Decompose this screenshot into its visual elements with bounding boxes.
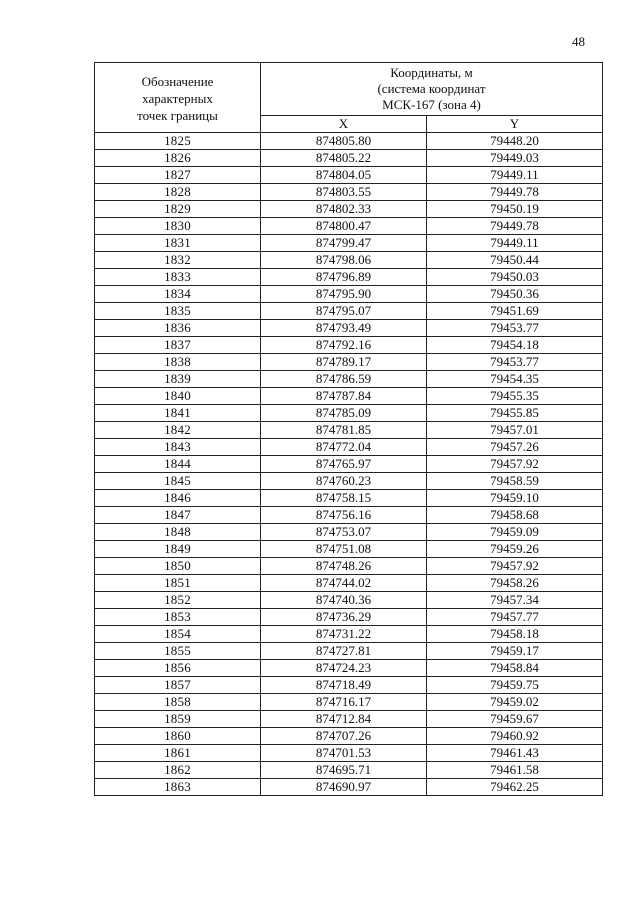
point-cell: 1854 [95,626,261,643]
y-coordinate-cell: 79454.18 [427,337,603,354]
point-cell: 1835 [95,303,261,320]
x-coordinate-cell: 874731.22 [261,626,427,643]
point-cell: 1848 [95,524,261,541]
y-coordinate-cell: 79461.43 [427,745,603,762]
x-coordinate-cell: 874760.23 [261,473,427,490]
table-row [95,643,603,660]
table-row [95,473,603,490]
table-row [95,541,603,558]
coords-header-line-1: Координаты, м [390,65,473,80]
table-row [95,252,603,269]
x-coordinate-cell: 874751.08 [261,541,427,558]
table-row [95,201,603,218]
point-cell: 1861 [95,745,261,762]
x-coordinate-cell: 874795.07 [261,303,427,320]
table-row [95,711,603,728]
point-cell: 1827 [95,167,261,184]
y-coordinate-cell: 79462.25 [427,779,603,796]
y-coordinate-cell: 79455.85 [427,405,603,422]
x-coordinate-cell: 874756.16 [261,507,427,524]
table-row [95,524,603,541]
point-cell: 1844 [95,456,261,473]
x-coordinate-cell: 874781.85 [261,422,427,439]
point-cell: 1858 [95,694,261,711]
point-cell: 1832 [95,252,261,269]
x-coordinate-cell: 874796.89 [261,269,427,286]
x-coordinate-cell: 874800.47 [261,218,427,235]
x-coordinate-cell: 874795.90 [261,286,427,303]
table-row [95,609,603,626]
y-coordinate-cell: 79450.03 [427,269,603,286]
table-row [95,235,603,252]
y-coordinate-cell: 79459.26 [427,541,603,558]
x-coordinate-cell: 874803.55 [261,184,427,201]
y-coordinate-cell: 79457.92 [427,456,603,473]
table-row [95,456,603,473]
point-cell: 1851 [95,575,261,592]
x-coordinate-cell: 874789.17 [261,354,427,371]
table-row [95,779,603,796]
point-cell: 1828 [95,184,261,201]
coords-header-line-2: (система координат [377,81,486,96]
table-row [95,184,603,201]
point-cell: 1843 [95,439,261,456]
x-coordinate-cell: 874785.09 [261,405,427,422]
point-cell: 1859 [95,711,261,728]
point-cell: 1834 [95,286,261,303]
x-coordinate-cell: 874799.47 [261,235,427,252]
point-cell: 1845 [95,473,261,490]
x-coordinate-cell: 874724.23 [261,660,427,677]
table-row [95,405,603,422]
table-row [95,269,603,286]
table-row [95,150,603,167]
y-coordinate-cell: 79461.58 [427,762,603,779]
x-coordinate-cell: 874744.02 [261,575,427,592]
table-row [95,575,603,592]
y-coordinate-cell: 79459.10 [427,490,603,507]
y-coordinate-cell: 79454.35 [427,371,603,388]
y-coordinate-cell: 79458.59 [427,473,603,490]
point-cell: 1857 [95,677,261,694]
y-coordinate-cell: 79457.92 [427,558,603,575]
y-column-header: Y [427,116,603,133]
table-row [95,354,603,371]
point-cell: 1850 [95,558,261,575]
x-coordinate-cell: 874753.07 [261,524,427,541]
x-coordinate-cell: 874740.36 [261,592,427,609]
x-coordinate-cell: 874787.84 [261,388,427,405]
page-number: 48 [572,34,585,49]
table-row [95,490,603,507]
x-coordinate-cell: 874772.04 [261,439,427,456]
point-cell: 1862 [95,762,261,779]
point-header-line-3: точек границы [137,108,218,123]
y-coordinate-cell: 79458.68 [427,507,603,524]
point-cell: 1849 [95,541,261,558]
point-column-header [95,63,261,133]
y-coordinate-cell: 79449.78 [427,218,603,235]
point-cell: 1841 [95,405,261,422]
table-row [95,218,603,235]
table-row [95,677,603,694]
x-coordinate-cell: 874701.53 [261,745,427,762]
x-coordinate-cell: 874716.17 [261,694,427,711]
x-coordinate-cell: 874695.71 [261,762,427,779]
coords-header-line-3: МСК-167 (зона 4) [382,97,481,112]
table-row [95,745,603,762]
y-coordinate-cell: 79449.03 [427,150,603,167]
table-row [95,303,603,320]
table-row [95,558,603,575]
coordinates-column-header [261,63,603,116]
point-cell: 1837 [95,337,261,354]
y-coordinate-cell: 79457.77 [427,609,603,626]
y-coordinate-cell: 79459.17 [427,643,603,660]
point-cell: 1830 [95,218,261,235]
point-cell: 1855 [95,643,261,660]
table-row [95,626,603,643]
point-cell: 1838 [95,354,261,371]
y-coordinate-cell: 79449.11 [427,235,603,252]
table-row [95,660,603,677]
table-row [95,507,603,524]
y-coordinate-cell: 79458.18 [427,626,603,643]
y-coordinate-cell: 79455.35 [427,388,603,405]
table-row [95,167,603,184]
x-coordinate-cell: 874718.49 [261,677,427,694]
x-coordinate-cell: 874727.81 [261,643,427,660]
x-coordinate-cell: 874792.16 [261,337,427,354]
table-header-row [95,63,603,116]
y-coordinate-cell: 79457.26 [427,439,603,456]
y-coordinate-cell: 79450.19 [427,201,603,218]
x-coordinate-cell: 874748.26 [261,558,427,575]
y-coordinate-cell: 79449.11 [427,167,603,184]
table-row [95,762,603,779]
point-cell: 1860 [95,728,261,745]
y-coordinate-cell: 79453.77 [427,354,603,371]
y-coordinate-cell: 79448.20 [427,133,603,150]
point-cell: 1863 [95,779,261,796]
point-cell: 1853 [95,609,261,626]
table-row [95,320,603,337]
x-coordinate-cell: 874758.15 [261,490,427,507]
table-body [95,133,603,796]
x-coordinate-cell: 874802.33 [261,201,427,218]
point-cell: 1831 [95,235,261,252]
table-row [95,337,603,354]
table-row [95,133,603,150]
y-coordinate-cell: 79450.44 [427,252,603,269]
table-row [95,286,603,303]
x-coordinate-cell: 874690.97 [261,779,427,796]
point-header-line-1: Обозначение [141,74,214,89]
y-coordinate-cell: 79459.67 [427,711,603,728]
table-row [95,728,603,745]
x-coordinate-cell: 874805.80 [261,133,427,150]
point-header-line-2: характерных [142,91,213,106]
y-coordinate-cell: 79458.84 [427,660,603,677]
point-cell: 1852 [95,592,261,609]
x-coordinate-cell: 874712.84 [261,711,427,728]
y-coordinate-cell: 79460.92 [427,728,603,745]
y-coordinate-cell: 79457.01 [427,422,603,439]
y-coordinate-cell: 79458.26 [427,575,603,592]
y-coordinate-cell: 79450.36 [427,286,603,303]
point-cell: 1842 [95,422,261,439]
point-cell: 1856 [95,660,261,677]
table-row [95,422,603,439]
x-coordinate-cell: 874786.59 [261,371,427,388]
x-coordinate-cell: 874798.06 [261,252,427,269]
table-row [95,371,603,388]
point-cell: 1836 [95,320,261,337]
x-coordinate-cell: 874765.97 [261,456,427,473]
y-coordinate-cell: 79451.69 [427,303,603,320]
x-column-header: X [261,116,427,133]
point-cell: 1833 [95,269,261,286]
point-cell: 1829 [95,201,261,218]
point-cell: 1840 [95,388,261,405]
y-coordinate-cell: 79459.75 [427,677,603,694]
y-coordinate-cell: 79457.34 [427,592,603,609]
table-row [95,439,603,456]
coordinates-table [94,62,603,796]
y-coordinate-cell: 79459.09 [427,524,603,541]
x-coordinate-cell: 874736.29 [261,609,427,626]
point-cell: 1846 [95,490,261,507]
table-row [95,388,603,405]
x-coordinate-cell: 874707.26 [261,728,427,745]
y-coordinate-cell: 79449.78 [427,184,603,201]
x-coordinate-cell: 874804.05 [261,167,427,184]
table-row [95,592,603,609]
point-cell: 1826 [95,150,261,167]
table-row [95,694,603,711]
point-cell: 1839 [95,371,261,388]
y-coordinate-cell: 79459.02 [427,694,603,711]
x-coordinate-cell: 874793.49 [261,320,427,337]
point-cell: 1825 [95,133,261,150]
x-coordinate-cell: 874805.22 [261,150,427,167]
y-coordinate-cell: 79453.77 [427,320,603,337]
point-cell: 1847 [95,507,261,524]
